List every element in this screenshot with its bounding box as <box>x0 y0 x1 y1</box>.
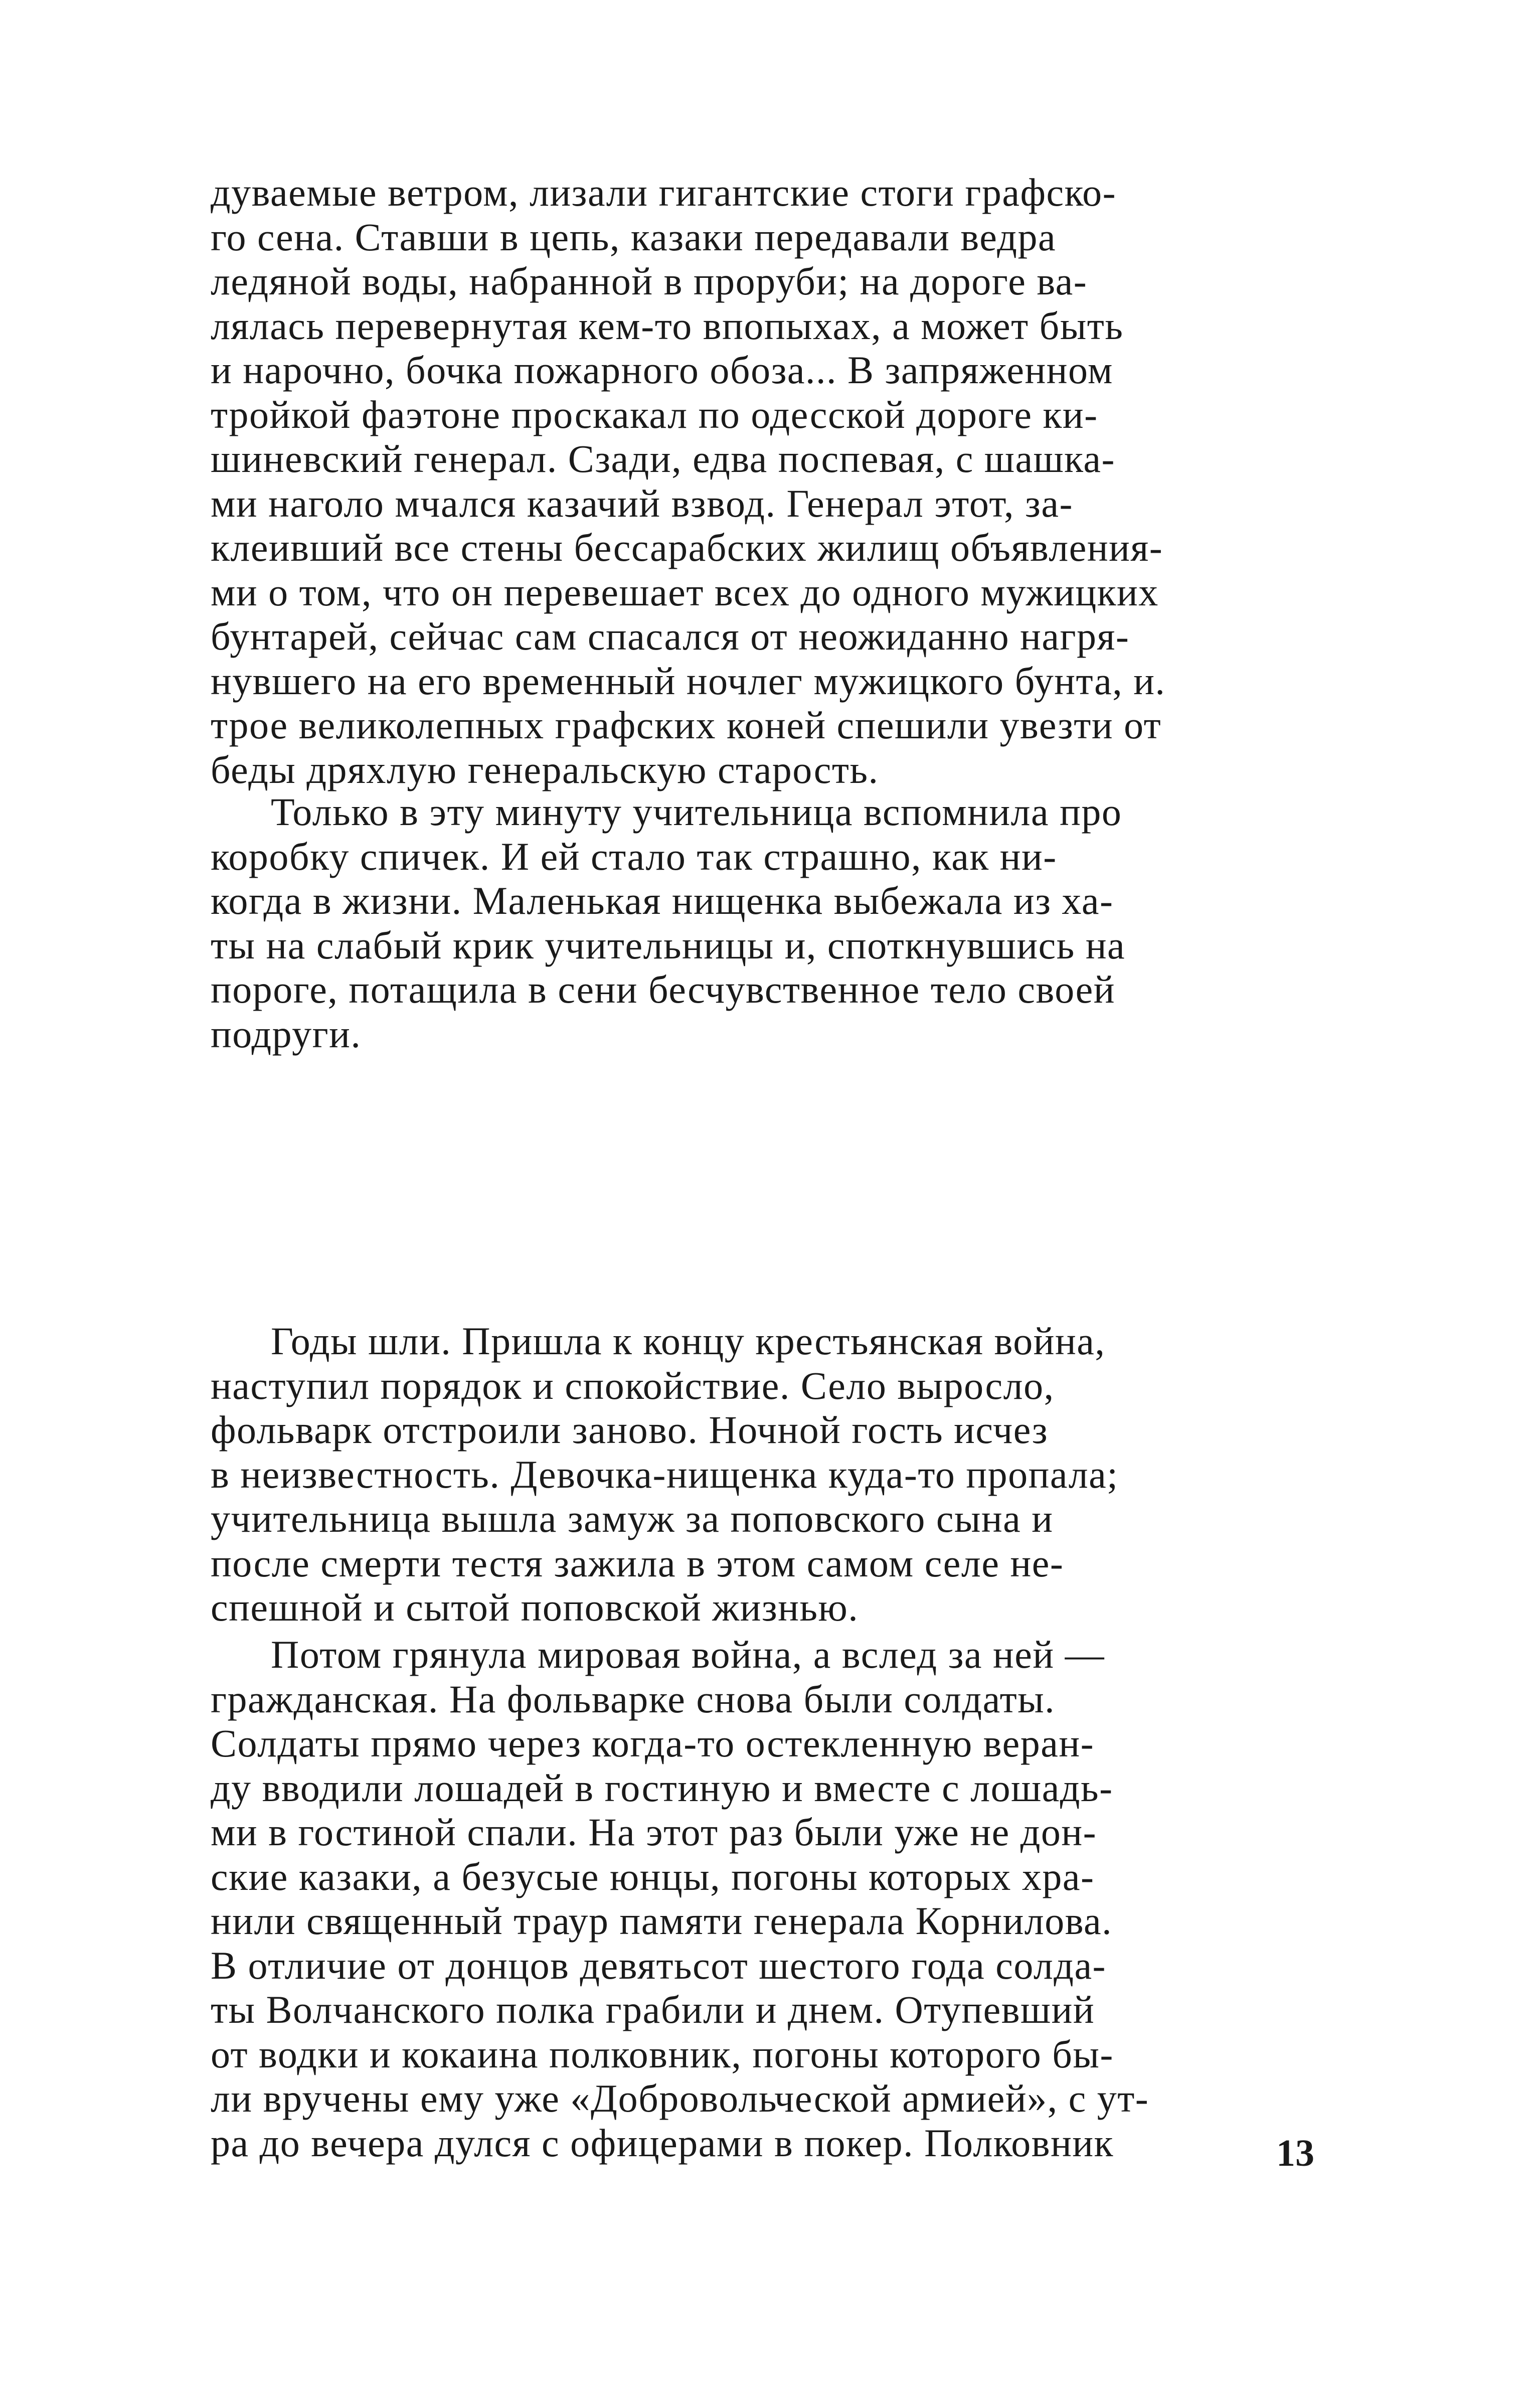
text-line: трое великолепных графских коней спешили увезти от <box>211 703 1162 747</box>
text-line: в неизвестность. Девочка-нищенка куда-то пропала; <box>211 1452 1119 1496</box>
text-line: коробку спичек. И ей стало так страшно, как ни- <box>211 834 1057 878</box>
text-line: ра до вечера дулся с офицерами в покер. Полковник <box>211 2121 1114 2165</box>
text-line: наступил порядок и спокойствие. Село выросло, <box>211 1363 1055 1407</box>
text-line: ду вводили лошадей в гостиную и вместе с лошадь- <box>211 1765 1113 1810</box>
text-line: нили священный траур памяти генерала Корнилова. <box>211 1899 1113 1943</box>
text-line: шиневский генерал. Сзади, едва поспевая, с шашка- <box>211 437 1115 480</box>
text-line: го сена. Ставши в цепь, казаки передавали ведра <box>211 215 1057 259</box>
page-number: 13 <box>1276 2132 1314 2174</box>
text-line: ты на слабый крик учительницы и, споткнувшись на <box>211 923 1126 967</box>
text-line: Только в эту минуту учительница вспомнила про <box>271 790 1122 834</box>
text-line: ми в гостиной спали. На этот раз были уже не дон- <box>211 1810 1097 1854</box>
paragraph-2 <box>211 790 1329 1056</box>
text-line: тройкой фаэтоне проскакал по одесской дороге ки- <box>211 392 1098 436</box>
text-line: гражданская. На фольварке снова были солдаты. <box>211 1677 1056 1721</box>
text-line: ледяной воды, набранной в проруби; на дороге ва- <box>211 259 1088 303</box>
text-line: Солдаты прямо через когда-то остекленную веран- <box>211 1721 1095 1765</box>
text-line: ми о том, что он перевешает всех до одного мужицких <box>211 570 1159 614</box>
text-line: Потом грянула мировая война, а вслед за ней — <box>271 1633 1105 1676</box>
text-line: учительница вышла замуж за поповского сына и <box>211 1497 1054 1540</box>
paragraph-1 <box>211 171 1329 792</box>
text-line: после смерти тестя зажила в этом самом селе не- <box>211 1541 1064 1585</box>
text-line: В отличие от донцов девятьсот шестого года солда- <box>211 1943 1107 1987</box>
text-line: ские казаки, а безусые юнцы, погоны которых хра- <box>211 1854 1095 1898</box>
text-line: лялась перевернутая кем-то впопыхах, а может быть <box>211 303 1124 348</box>
text-line: нувшего на его временный ночлег мужицкого бунта, и. <box>211 659 1166 703</box>
paragraph-3 <box>211 1319 1329 1630</box>
text-line: беды дряхлую генеральскую старость. <box>211 747 879 791</box>
text-line: ли вручены ему уже «Добровольческой армией», с ут- <box>211 2076 1149 2120</box>
text-line: ты Волчанского полка грабили и днем. Отупевший <box>211 1988 1095 2031</box>
text-line: дуваемые ветром, лизали гигантские стоги графско- <box>211 171 1117 214</box>
text-line: от водки и кокаина полковник, погоны которого бы- <box>211 2032 1114 2076</box>
text-line: фольварк отстроили заново. Ночной гость исчез <box>211 1408 1049 1452</box>
paragraph-4 <box>211 1633 1329 2165</box>
text-line: бунтарей, сейчас сам спасался от неожиданно нагря- <box>211 614 1130 658</box>
text-line: подруги. <box>211 1012 362 1056</box>
text-line: ми наголо мчался казачий взвод. Генерал этот, за- <box>211 481 1073 525</box>
text-line: спешной и сытой поповской жизнью. <box>211 1585 859 1629</box>
text-line: Годы шли. Пришла к концу крестьянская война, <box>271 1319 1106 1363</box>
text-line: и нарочно, бочка пожарного обоза... В запряженном <box>211 348 1113 392</box>
text-line: пороге, потащила в сени бесчувственное тело своей <box>211 968 1116 1011</box>
text-line: клеивший все стены бессарабских жилищ объявления- <box>211 526 1163 569</box>
text-line: когда в жизни. Маленькая нищенка выбежала из ха- <box>211 879 1114 922</box>
